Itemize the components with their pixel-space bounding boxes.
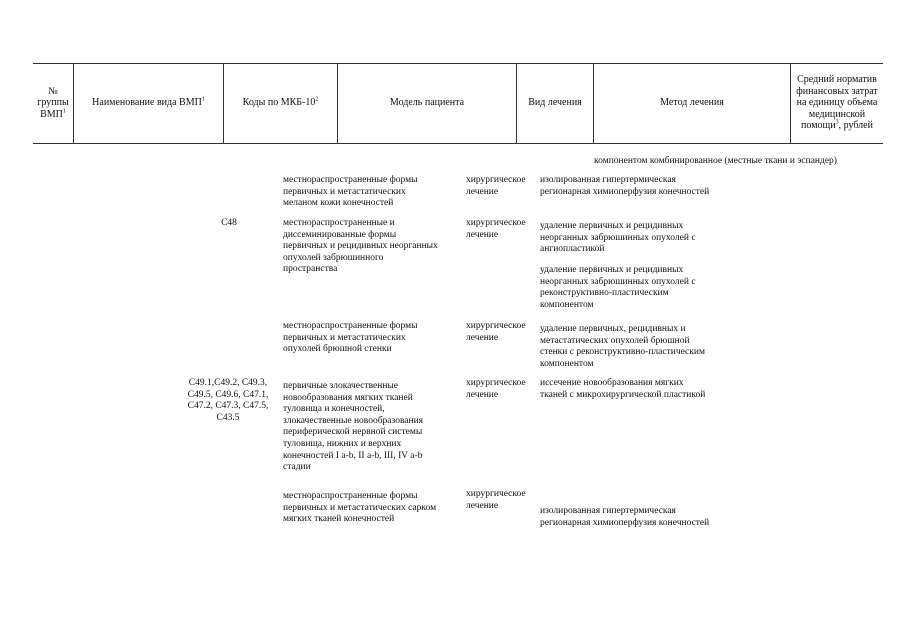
- row-icd-code: C48: [221, 218, 237, 228]
- header-group-text: № группы ВМП: [37, 85, 69, 120]
- header-model-text: Модель пациента: [389, 97, 465, 109]
- header-name-text: Наименование вида ВМП: [92, 97, 202, 109]
- row-model: местнораспространенные формы первичных и метастатических меланом кожи конечностей: [283, 175, 418, 209]
- row-icd-code: C49.1,C49.2, C49.3, C49.5, C49.6, C47.1, C47.2, C47.3, C47.5, C43.5: [187, 378, 269, 423]
- row-treatment-type: хирургическое лечение: [466, 489, 526, 511]
- header-type-text: Вид лечения: [528, 97, 582, 109]
- header-cost-sup: 3: [835, 119, 839, 126]
- header-method-text: Метод лечения: [660, 97, 724, 109]
- header-codes-text: Коды по МКБ-10: [242, 97, 316, 109]
- row-method: изолированная гипертермическая регионарная химиоперфузия конечностей: [540, 506, 710, 528]
- row-model: местнораспространенные и диссеминированные формы первичных и рецидивных неорганных опухолей забрюшинного пространства: [283, 218, 438, 275]
- row-model: местнораспространенные формы первичных и метастатических сарком мягких тканей конечностей: [283, 491, 437, 525]
- header-treatment-method: [594, 63, 790, 143]
- row-model: первичные злокачественные новообразования мягких тканей туловища и конечностей, злокачественные новообразования периферической нервной системы туловища, нижних и верхних конечностей I a-b, II a-b, III, IV a-b стадии: [283, 381, 424, 473]
- header-average-cost: [791, 63, 883, 143]
- continuation-text: компонентом комбинированное (местные ткани и эспандер): [594, 156, 837, 166]
- row-method: удаление первичных и рецидивных неорганных забрюшинных опухолей с ангиопластикой: [540, 221, 696, 255]
- header-bottom-rule: [33, 143, 883, 144]
- row-model: местнораспространенные формы первичных и метастатических опухолей брюшной стенки: [283, 321, 418, 355]
- header-codes-sup: 2: [315, 96, 319, 103]
- header-group-sup: 1: [62, 108, 66, 115]
- row-treatment-type: хирургическое лечение: [466, 218, 526, 240]
- header-name-sup: 1: [201, 96, 205, 103]
- row-treatment-type: хирургическое лечение: [466, 378, 526, 400]
- header-patient-model: [338, 63, 516, 143]
- header-cost-unit: , рублей: [838, 120, 873, 132]
- row-method-alt: удаление первичных и рецидивных неорганных забрюшинных опухолей с реконструктивно-пластическим компонентом: [540, 265, 696, 310]
- header-cost-text: Средний норматив финансовых затрат на единицу объема медицинской помощи: [796, 74, 878, 132]
- header-icd-codes: [224, 63, 337, 143]
- row-method: изолированная гипертермическая регионарная химиоперфузия конечностей: [540, 175, 710, 197]
- row-treatment-type: хирургическое лечение: [466, 175, 526, 197]
- row-method: иссечение новообразования мягких тканей с микрохирургической пластикой: [540, 378, 706, 400]
- header-group-number: [33, 63, 73, 143]
- row-treatment-type: хирургическое лечение: [466, 321, 526, 343]
- row-method: удаление первичных, рецидивных и метастатических опухолей брюшной стенки с реконструктивно-пластическим компонентом: [540, 324, 705, 369]
- header-vmp-name: [74, 63, 223, 143]
- header-treatment-type: [517, 63, 593, 143]
